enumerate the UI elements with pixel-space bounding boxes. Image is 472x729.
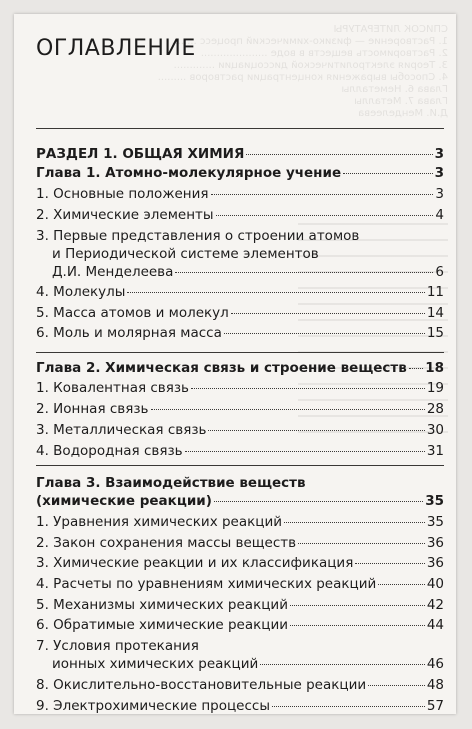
toc-entry-title: Глава 3. Взаимодействие веществ <box>36 475 306 491</box>
toc-heading <box>36 146 444 163</box>
toc-heading <box>36 360 444 377</box>
toc-page-number: 11 <box>426 284 444 300</box>
dot-leader <box>409 368 423 369</box>
toc-heading <box>36 165 444 182</box>
toc-entry-title: 8. Окислительно-восстановительные реакции <box>36 677 367 693</box>
dot-leader <box>127 292 424 293</box>
toc-entry-title: 9. Электрохимические процессы <box>36 698 270 714</box>
toc-page-number: 31 <box>426 443 444 459</box>
toc-page-number: 42 <box>426 597 444 613</box>
toc-entry <box>36 305 444 322</box>
page-title: ОГЛАВЛЕНИЕ <box>36 36 196 61</box>
dot-leader <box>246 154 432 155</box>
toc-page-number: 46 <box>426 656 444 672</box>
toc-entry-title: 6. Моль и молярная масса <box>36 325 222 341</box>
toc-page-number: 30 <box>426 422 444 438</box>
toc-entry-title: 1. Основные положения <box>36 186 209 202</box>
dot-leader <box>290 625 425 626</box>
toc-entry-title: 4. Расчеты по уравнениям химических реакций <box>36 576 377 592</box>
toc-entry <box>36 617 444 634</box>
toc-entry-title: Д.И. Менделеева <box>52 264 174 280</box>
toc-entry <box>52 656 444 673</box>
toc-page-number: 35 <box>426 514 444 530</box>
toc-entry-title: Глава 1. Атомно-молекулярное учение <box>36 165 342 181</box>
toc-page-number: 3 <box>434 165 444 181</box>
dot-leader <box>224 333 425 334</box>
toc-entry-title: РАЗДЕЛ 1. ОБЩАЯ ХИМИЯ <box>36 146 245 162</box>
toc-entry <box>52 246 444 263</box>
toc-page-number: 15 <box>426 325 444 341</box>
toc-entry <box>36 638 444 655</box>
toc-entry-title: ионных химических реакций <box>52 656 259 672</box>
toc-page-number: 36 <box>426 555 444 571</box>
toc-entry-title: 2. Закон сохранения массы веществ <box>36 535 297 551</box>
dot-leader <box>298 543 425 544</box>
toc-entry-title: (химические реакции) <box>36 493 212 509</box>
toc-entry-title: 3. Химические реакции и их классификация <box>36 555 354 571</box>
toc-entry-title: 5. Механизмы химических реакций <box>36 597 288 613</box>
section-divider <box>36 352 444 353</box>
section-divider <box>36 465 444 466</box>
toc-entry <box>36 228 444 245</box>
toc-entry <box>36 576 444 593</box>
toc-entry-title: 1. Ковалентная связь <box>36 380 190 396</box>
toc-entry <box>36 401 444 418</box>
dot-leader <box>211 194 434 195</box>
toc-entry <box>36 597 444 614</box>
toc-entry <box>36 677 444 694</box>
toc-entry-title: Глава 2. Химическая связь и строение веществ <box>36 360 407 376</box>
dot-leader <box>343 173 432 174</box>
dot-leader <box>290 605 425 606</box>
toc-page-number: 3 <box>435 186 444 202</box>
toc-page-number: 35 <box>425 493 444 509</box>
toc-entry <box>36 186 444 203</box>
bleed-through-text: СПИСОК ЛИТЕРАТУРЫ 1. Растворение — физико-химический процесс ........ 2. Растворимость веществ в воде ..................... 3. Теория электролитической диссоциации ............. 4. Способы выражения концентрации растворов ......... Глава 6. Неметаллы Глава 7. Металлы Д.И. Менделеева <box>157 24 448 119</box>
toc-page-number: 6 <box>435 264 444 280</box>
toc-entry <box>36 698 444 714</box>
dot-leader <box>151 409 425 410</box>
dot-leader <box>355 563 424 564</box>
dot-leader <box>368 685 425 686</box>
toc-entry-title: 5. Масса атомов и молекул <box>36 305 229 321</box>
dot-leader <box>284 522 425 523</box>
toc-page-number: 28 <box>426 401 444 417</box>
toc-page-number: 57 <box>426 698 444 714</box>
dot-leader <box>191 388 425 389</box>
toc-entry-title: и Периодической системе элементов <box>52 246 319 262</box>
dot-leader <box>378 584 425 585</box>
toc-entry <box>36 555 444 572</box>
toc-entry-title: 2. Химические элементы <box>36 207 214 223</box>
toc-entry-title: 3. Металлическая связь <box>36 422 207 438</box>
toc-entry <box>36 284 444 301</box>
toc-entry <box>52 264 444 281</box>
toc-entry-title: 4. Водородная связь <box>36 443 183 459</box>
toc-heading <box>36 493 444 510</box>
toc-entry-title: 3. Первые представления о строении атомов <box>36 228 360 244</box>
section-divider <box>36 128 444 129</box>
dot-leader <box>231 313 425 314</box>
toc-entry <box>36 422 444 439</box>
toc-entry-title: 4. Молекулы <box>36 284 126 300</box>
toc-entry-title: 6. Обратимые химические реакции <box>36 617 289 633</box>
toc-page-number: 40 <box>426 576 444 592</box>
toc-page-number: 36 <box>426 535 444 551</box>
dot-leader <box>185 451 425 452</box>
dot-leader <box>216 215 434 216</box>
toc-heading <box>36 475 444 492</box>
toc-page-number: 18 <box>425 360 444 376</box>
toc-entry <box>36 207 444 224</box>
toc-entry-title: 1. Уравнения химических реакций <box>36 514 283 530</box>
toc-entry <box>36 380 444 397</box>
toc-entry <box>36 443 444 460</box>
toc-page-number: 3 <box>434 146 444 162</box>
toc-entry <box>36 514 444 531</box>
dot-leader <box>214 501 423 502</box>
toc-entry-title: 7. Условия протекания <box>36 638 199 654</box>
toc-page-number: 44 <box>426 617 444 633</box>
dot-leader <box>208 430 424 431</box>
toc-entry <box>36 535 444 552</box>
toc-page-number: 14 <box>426 305 444 321</box>
toc-page-number: 48 <box>426 677 444 693</box>
toc-entry <box>36 325 444 342</box>
book-page <box>14 14 456 714</box>
toc-page-number: 4 <box>435 207 444 223</box>
dot-leader <box>175 272 433 273</box>
dot-leader <box>272 706 425 707</box>
toc-page-number: 19 <box>426 380 444 396</box>
toc-entry-title: 2. Ионная связь <box>36 401 149 417</box>
dot-leader <box>260 664 425 665</box>
